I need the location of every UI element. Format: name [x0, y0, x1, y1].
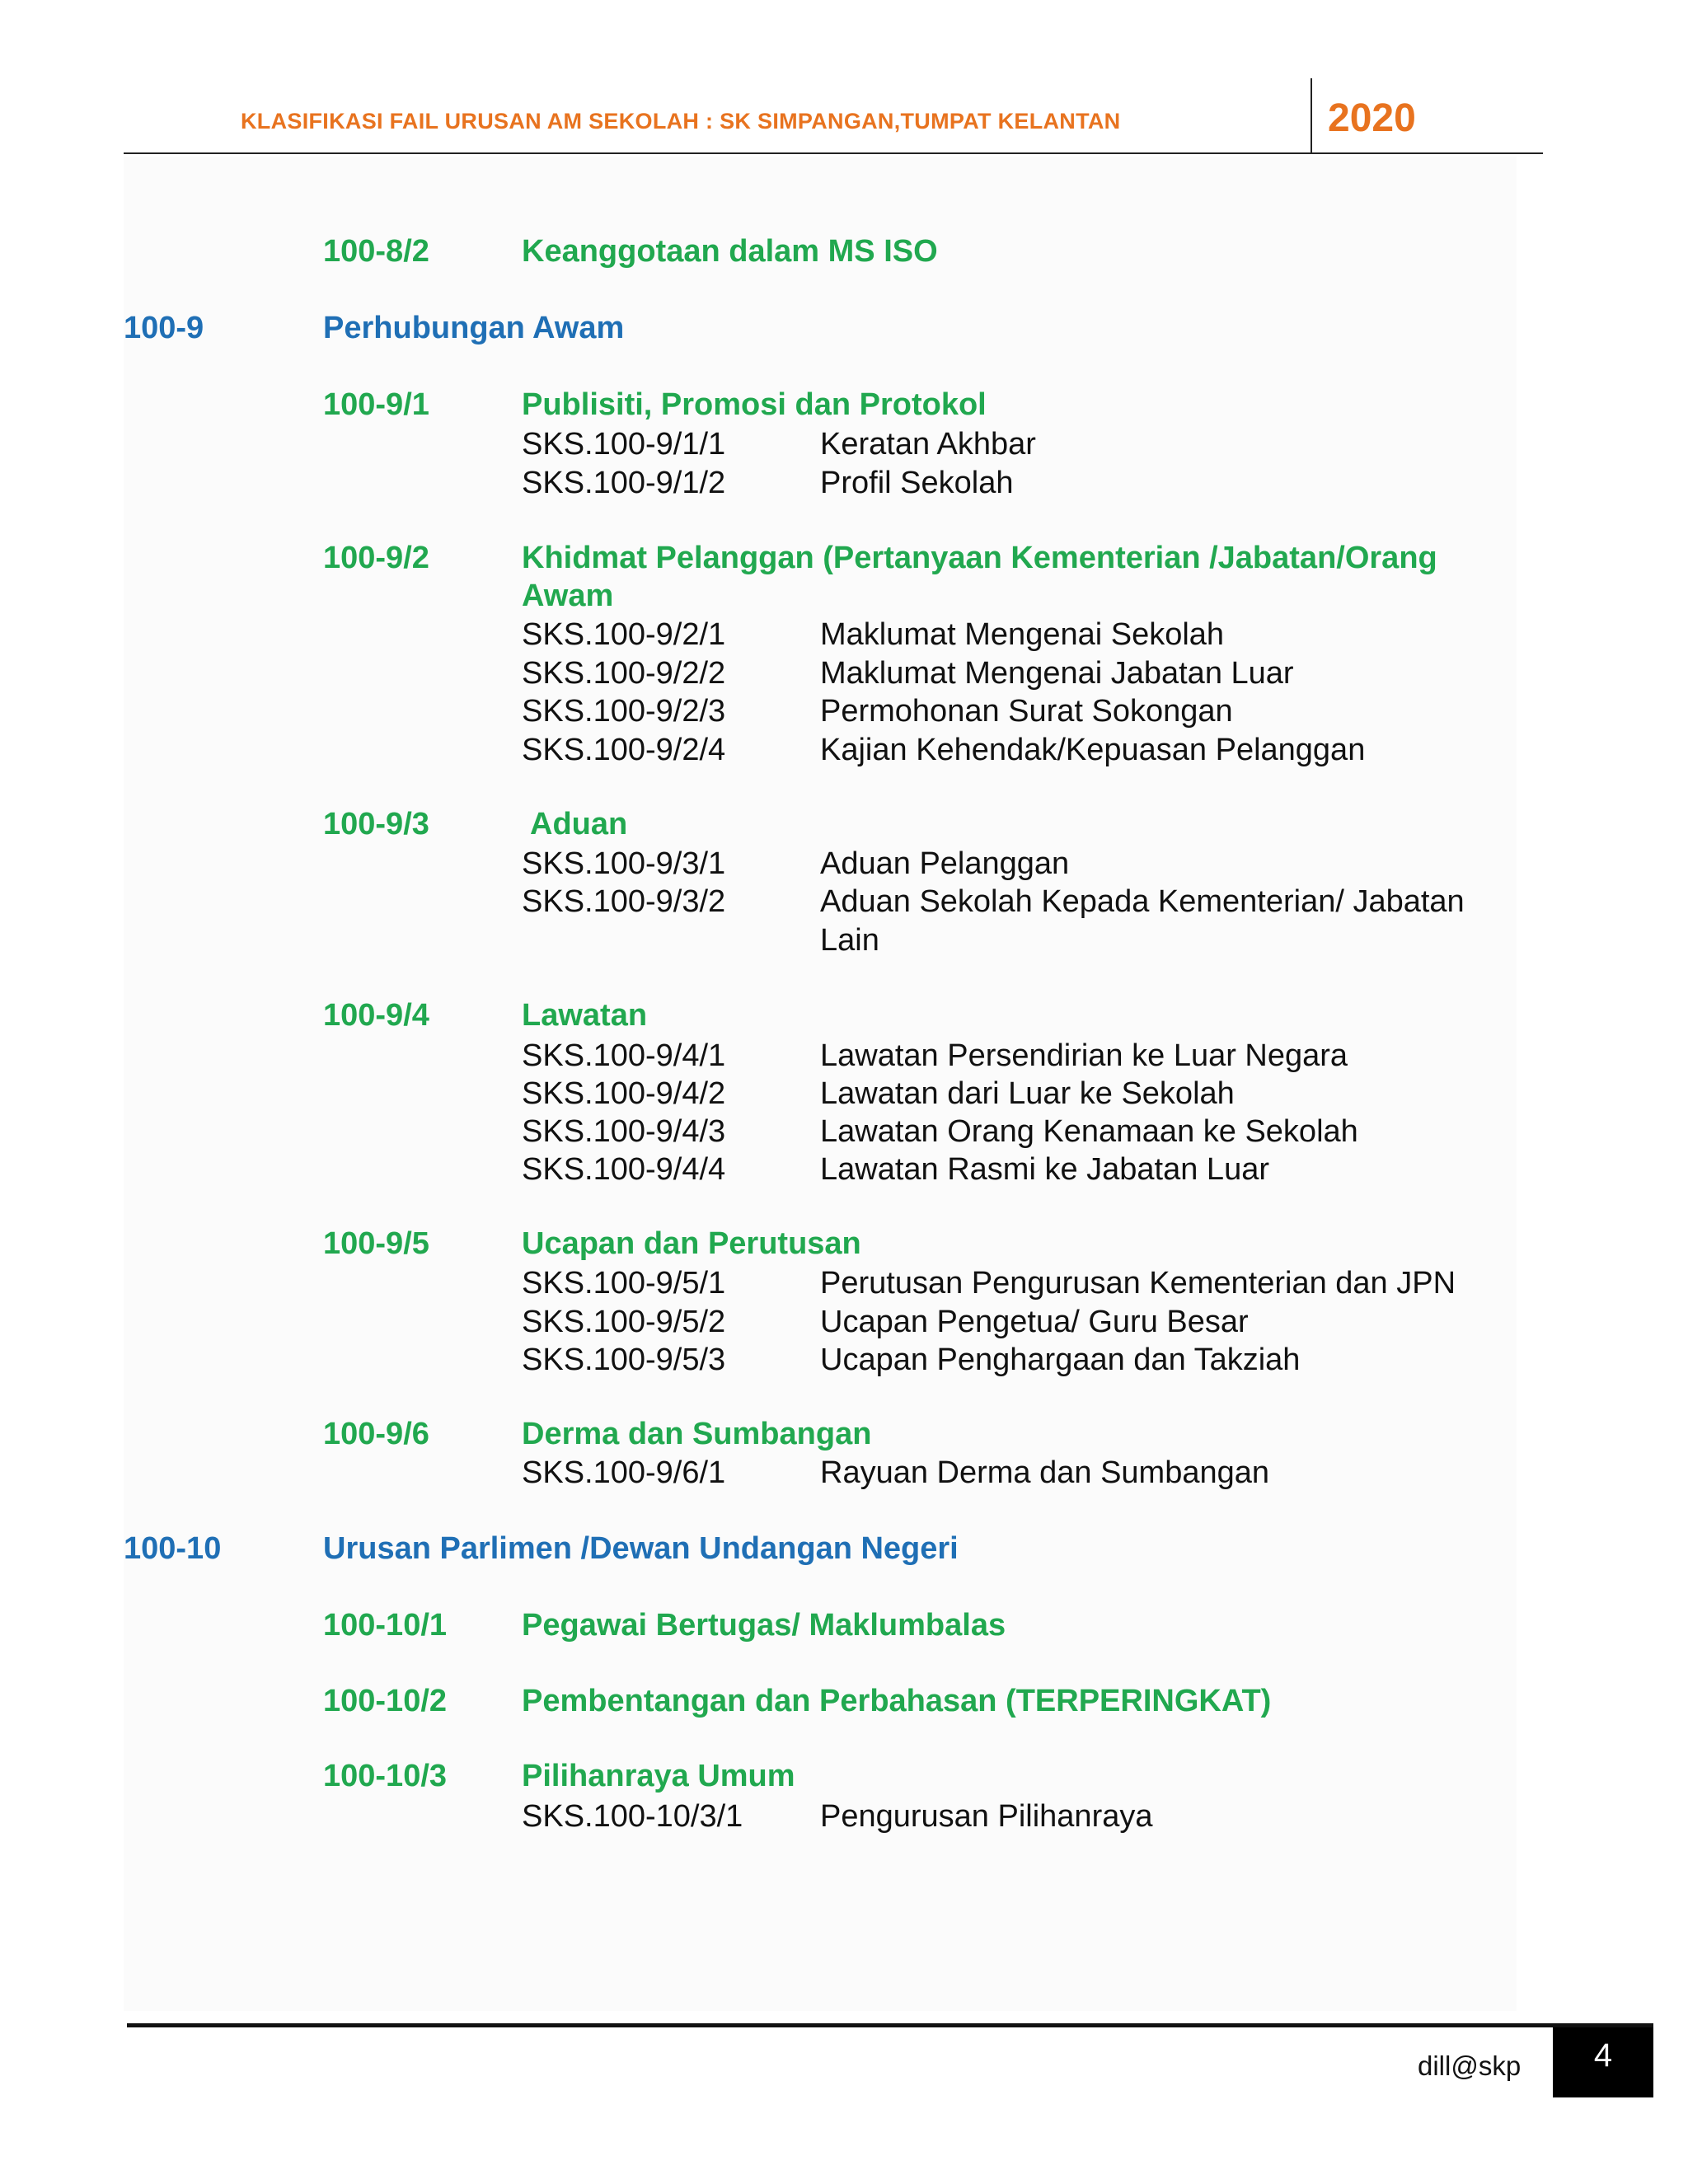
file-code: SKS.100-9/4/1	[522, 1038, 726, 1073]
file-description: Maklumat Mengenai Jabatan Luar	[820, 656, 1294, 691]
file-description: Profil Sekolah	[820, 466, 1014, 500]
file-description: Aduan Pelanggan	[820, 846, 1070, 881]
file-code: SKS.100-9/1/1	[522, 427, 726, 462]
section-code: 100-9/5	[323, 1226, 429, 1261]
section-title: Keanggotaan dalam MS ISO	[522, 234, 938, 269]
group-code: 100-9	[124, 311, 204, 345]
file-code: SKS.100-9/1/2	[522, 466, 726, 500]
file-description-continued: Lain	[820, 923, 879, 958]
section-code: 100-9/2	[323, 541, 429, 575]
file-description: Permohonan Surat Sokongan	[820, 694, 1233, 729]
section-title: Publisiti, Promosi dan Protokol	[522, 387, 987, 422]
section-code: 100-10/2	[323, 1684, 448, 1718]
file-code: SKS.100-9/3/2	[522, 884, 726, 919]
header-divider	[1311, 78, 1312, 154]
group-code: 100-10	[124, 1531, 222, 1566]
file-description: Maklumat Mengenai Sekolah	[820, 617, 1225, 652]
file-code: SKS.100-9/5/2	[522, 1305, 726, 1339]
section-title: Derma dan Sumbangan	[522, 1417, 872, 1451]
section-title: Ucapan dan Perutusan	[522, 1226, 861, 1261]
file-description: Kajian Kehendak/Kepuasan Pelanggan	[820, 733, 1366, 767]
section-title: Khidmat Pelanggan (Pertanyaan Kementerian /Jabatan/Orang	[522, 541, 1437, 575]
file-code: SKS.100-9/2/3	[522, 694, 726, 729]
group-title: Urusan Parlimen /Dewan Undangan Negeri	[323, 1531, 959, 1566]
document-header-title: KLASIFIKASI FAIL URUSAN AM SEKOLAH : SK SIMPANGAN,TUMPAT KELANTAN	[241, 109, 1121, 134]
file-description: Rayuan Derma dan Sumbangan	[820, 1455, 1270, 1490]
file-code: SKS.100-9/4/3	[522, 1114, 726, 1149]
file-code: SKS.100-9/2/1	[522, 617, 726, 652]
file-code: SKS.100-9/5/3	[522, 1343, 726, 1377]
file-description: Ucapan Pengetua/ Guru Besar	[820, 1305, 1249, 1339]
section-code: 100-9/4	[323, 998, 429, 1033]
section-code: 100-9/3	[323, 807, 429, 841]
section-code: 100-10/3	[323, 1759, 448, 1793]
section-title: Pegawai Bertugas/ Maklumbalas	[522, 1608, 1006, 1643]
page-number: 4	[1593, 2037, 1613, 2074]
section-title: Lawatan	[522, 998, 648, 1033]
document-year: 2020	[1328, 96, 1416, 140]
footer-author: dill@skp	[1418, 2050, 1522, 2081]
file-code: SKS.100-9/5/1	[522, 1266, 726, 1301]
header-rule	[124, 152, 1543, 154]
file-code: SKS.100-9/2/4	[522, 733, 726, 767]
file-description: Lawatan dari Luar ke Sekolah	[820, 1076, 1235, 1111]
file-description: Ucapan Penghargaan dan Takziah	[820, 1343, 1301, 1377]
file-code: SKS.100-9/4/2	[522, 1076, 726, 1111]
section-title: Aduan	[530, 807, 628, 841]
section-title: Pilihanraya Umum	[522, 1759, 795, 1793]
section-code: 100-10/1	[323, 1608, 448, 1643]
section-title: Pembentangan dan Perbahasan (TERPERINGKAT)	[522, 1684, 1272, 1718]
footer-rule	[127, 2023, 1653, 2027]
section-code: 100-9/6	[323, 1417, 429, 1451]
file-description: Keratan Akhbar	[820, 427, 1036, 462]
file-code: SKS.100-10/3/1	[522, 1799, 743, 1834]
file-code: SKS.100-9/4/4	[522, 1152, 726, 1187]
section-code: 100-9/1	[323, 387, 429, 422]
file-code: SKS.100-9/3/1	[522, 846, 726, 881]
file-description: Lawatan Persendirian ke Luar Negara	[820, 1038, 1348, 1073]
file-description: Perutusan Pengurusan Kementerian dan JPN	[820, 1266, 1456, 1301]
file-description: Aduan Sekolah Kepada Kementerian/ Jabatan	[820, 884, 1465, 919]
section-title-continued: Awam	[522, 579, 614, 613]
file-code: SKS.100-9/6/1	[522, 1455, 726, 1490]
section-code: 100-8/2	[323, 234, 429, 269]
file-description: Pengurusan Pilihanraya	[820, 1799, 1153, 1834]
file-code: SKS.100-9/2/2	[522, 656, 726, 691]
file-description: Lawatan Orang Kenamaan ke Sekolah	[820, 1114, 1358, 1149]
file-description: Lawatan Rasmi ke Jabatan Luar	[820, 1152, 1269, 1187]
group-title: Perhubungan Awam	[323, 311, 625, 345]
